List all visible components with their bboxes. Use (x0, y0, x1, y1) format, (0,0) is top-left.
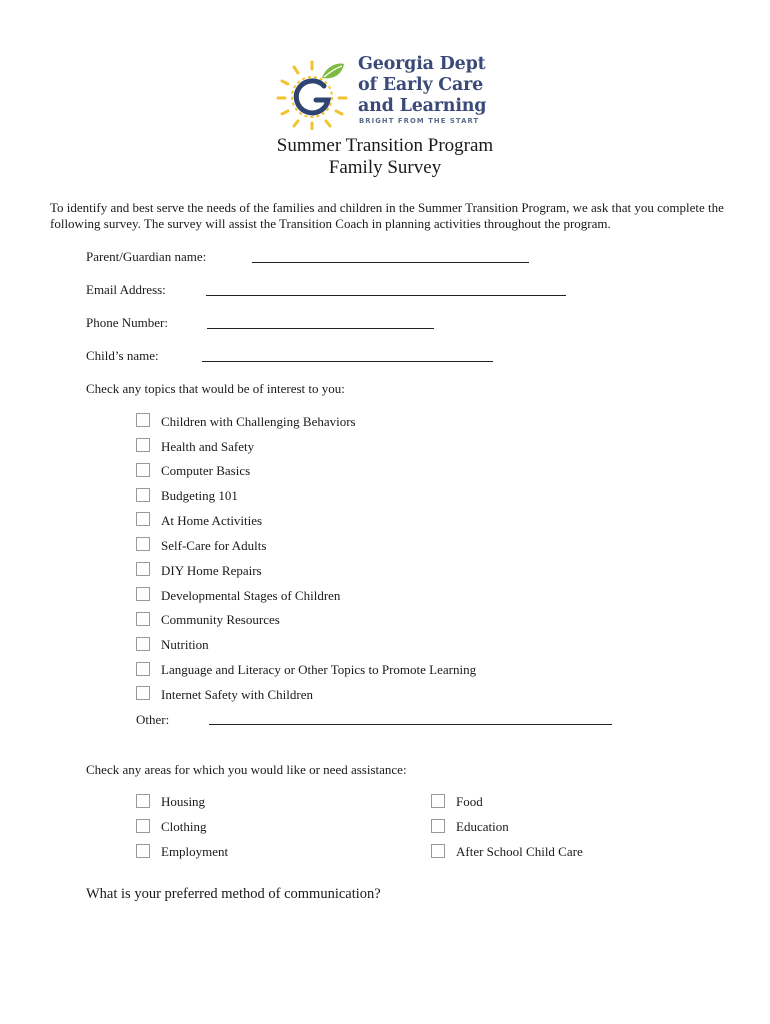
topic-label: Budgeting 101 (161, 488, 238, 503)
assistance-checkbox[interactable] (136, 819, 150, 833)
logo-line-1: Georgia Dept (358, 54, 486, 74)
topic-checkbox[interactable] (136, 612, 150, 626)
topic-checkbox[interactable] (136, 637, 150, 651)
child-name-label: Child’s name: (86, 348, 159, 363)
topic-checkbox[interactable] (136, 562, 150, 576)
assistance-prompt: Check any areas for which you would like or need assistance: (86, 762, 407, 777)
topic-label: Self-Care for Adults (161, 538, 267, 553)
topic-label: Language and Literacy or Other Topics to Promote Learning (161, 662, 477, 677)
topic-checkbox[interactable] (136, 438, 150, 452)
topic-checkbox[interactable] (136, 413, 150, 427)
topic-label: Community Resources (161, 612, 280, 627)
topic-checkbox[interactable] (136, 537, 150, 551)
email-line[interactable] (206, 295, 566, 296)
other-label: Other: (136, 712, 170, 727)
logo-line-3: and Learning (358, 96, 487, 116)
assistance-label: Education (456, 819, 509, 834)
phone-line[interactable] (207, 328, 434, 329)
child-name-line[interactable] (202, 361, 493, 362)
assistance-label: After School Child Care (456, 844, 583, 859)
logo-tagline: BRIGHT FROM THE START (359, 117, 480, 125)
parent-name-label: Parent/Guardian name: (86, 249, 207, 264)
topic-label: Children with Challenging Behaviors (161, 414, 356, 429)
topic-checkbox[interactable] (136, 463, 150, 477)
topics-prompt: Check any topics that would be of interest to you: (86, 381, 345, 396)
topic-label: Nutrition (161, 637, 209, 652)
assistance-label: Employment (161, 844, 229, 859)
assistance-checkbox[interactable] (431, 844, 445, 858)
agency-logo (272, 52, 502, 130)
communication-question: What is your preferred method of communication? (86, 886, 381, 902)
page-title: Summer Transition Program (276, 135, 494, 156)
logo-line-2: of Early Care (358, 75, 484, 95)
page-subtitle: Family Survey (328, 157, 442, 178)
parent-name-line[interactable] (252, 262, 529, 263)
assistance-label: Housing (161, 794, 206, 809)
sun-apple-icon (272, 52, 356, 130)
other-line[interactable] (209, 724, 612, 725)
assistance-checkbox[interactable] (136, 794, 150, 808)
email-label: Email Address: (86, 282, 166, 297)
topic-checkbox[interactable] (136, 662, 150, 676)
topic-checkbox[interactable] (136, 512, 150, 526)
topic-label: Internet Safety with Children (161, 687, 313, 702)
assistance-label: Clothing (161, 819, 207, 834)
assistance-checkbox[interactable] (431, 819, 445, 833)
topic-checkbox[interactable] (136, 587, 150, 601)
topic-checkbox[interactable] (136, 488, 150, 502)
assistance-checkbox[interactable] (431, 794, 445, 808)
phone-label: Phone Number: (86, 315, 168, 330)
topic-label: Computer Basics (161, 463, 251, 478)
topic-label: DIY Home Repairs (161, 563, 262, 578)
topic-label: Health and Safety (161, 439, 255, 454)
topic-label: Developmental Stages of Children (161, 588, 341, 603)
assistance-label: Food (456, 794, 483, 809)
topic-label: At Home Activities (161, 513, 263, 528)
assistance-checkbox[interactable] (136, 844, 150, 858)
intro-paragraph: To identify and best serve the needs of the families and children in the Summer Transition Program, we ask that you complete the following survey. The survey will assist the Transition Coach in planning activities throughout the program. (50, 200, 724, 231)
topic-checkbox[interactable] (136, 686, 150, 700)
